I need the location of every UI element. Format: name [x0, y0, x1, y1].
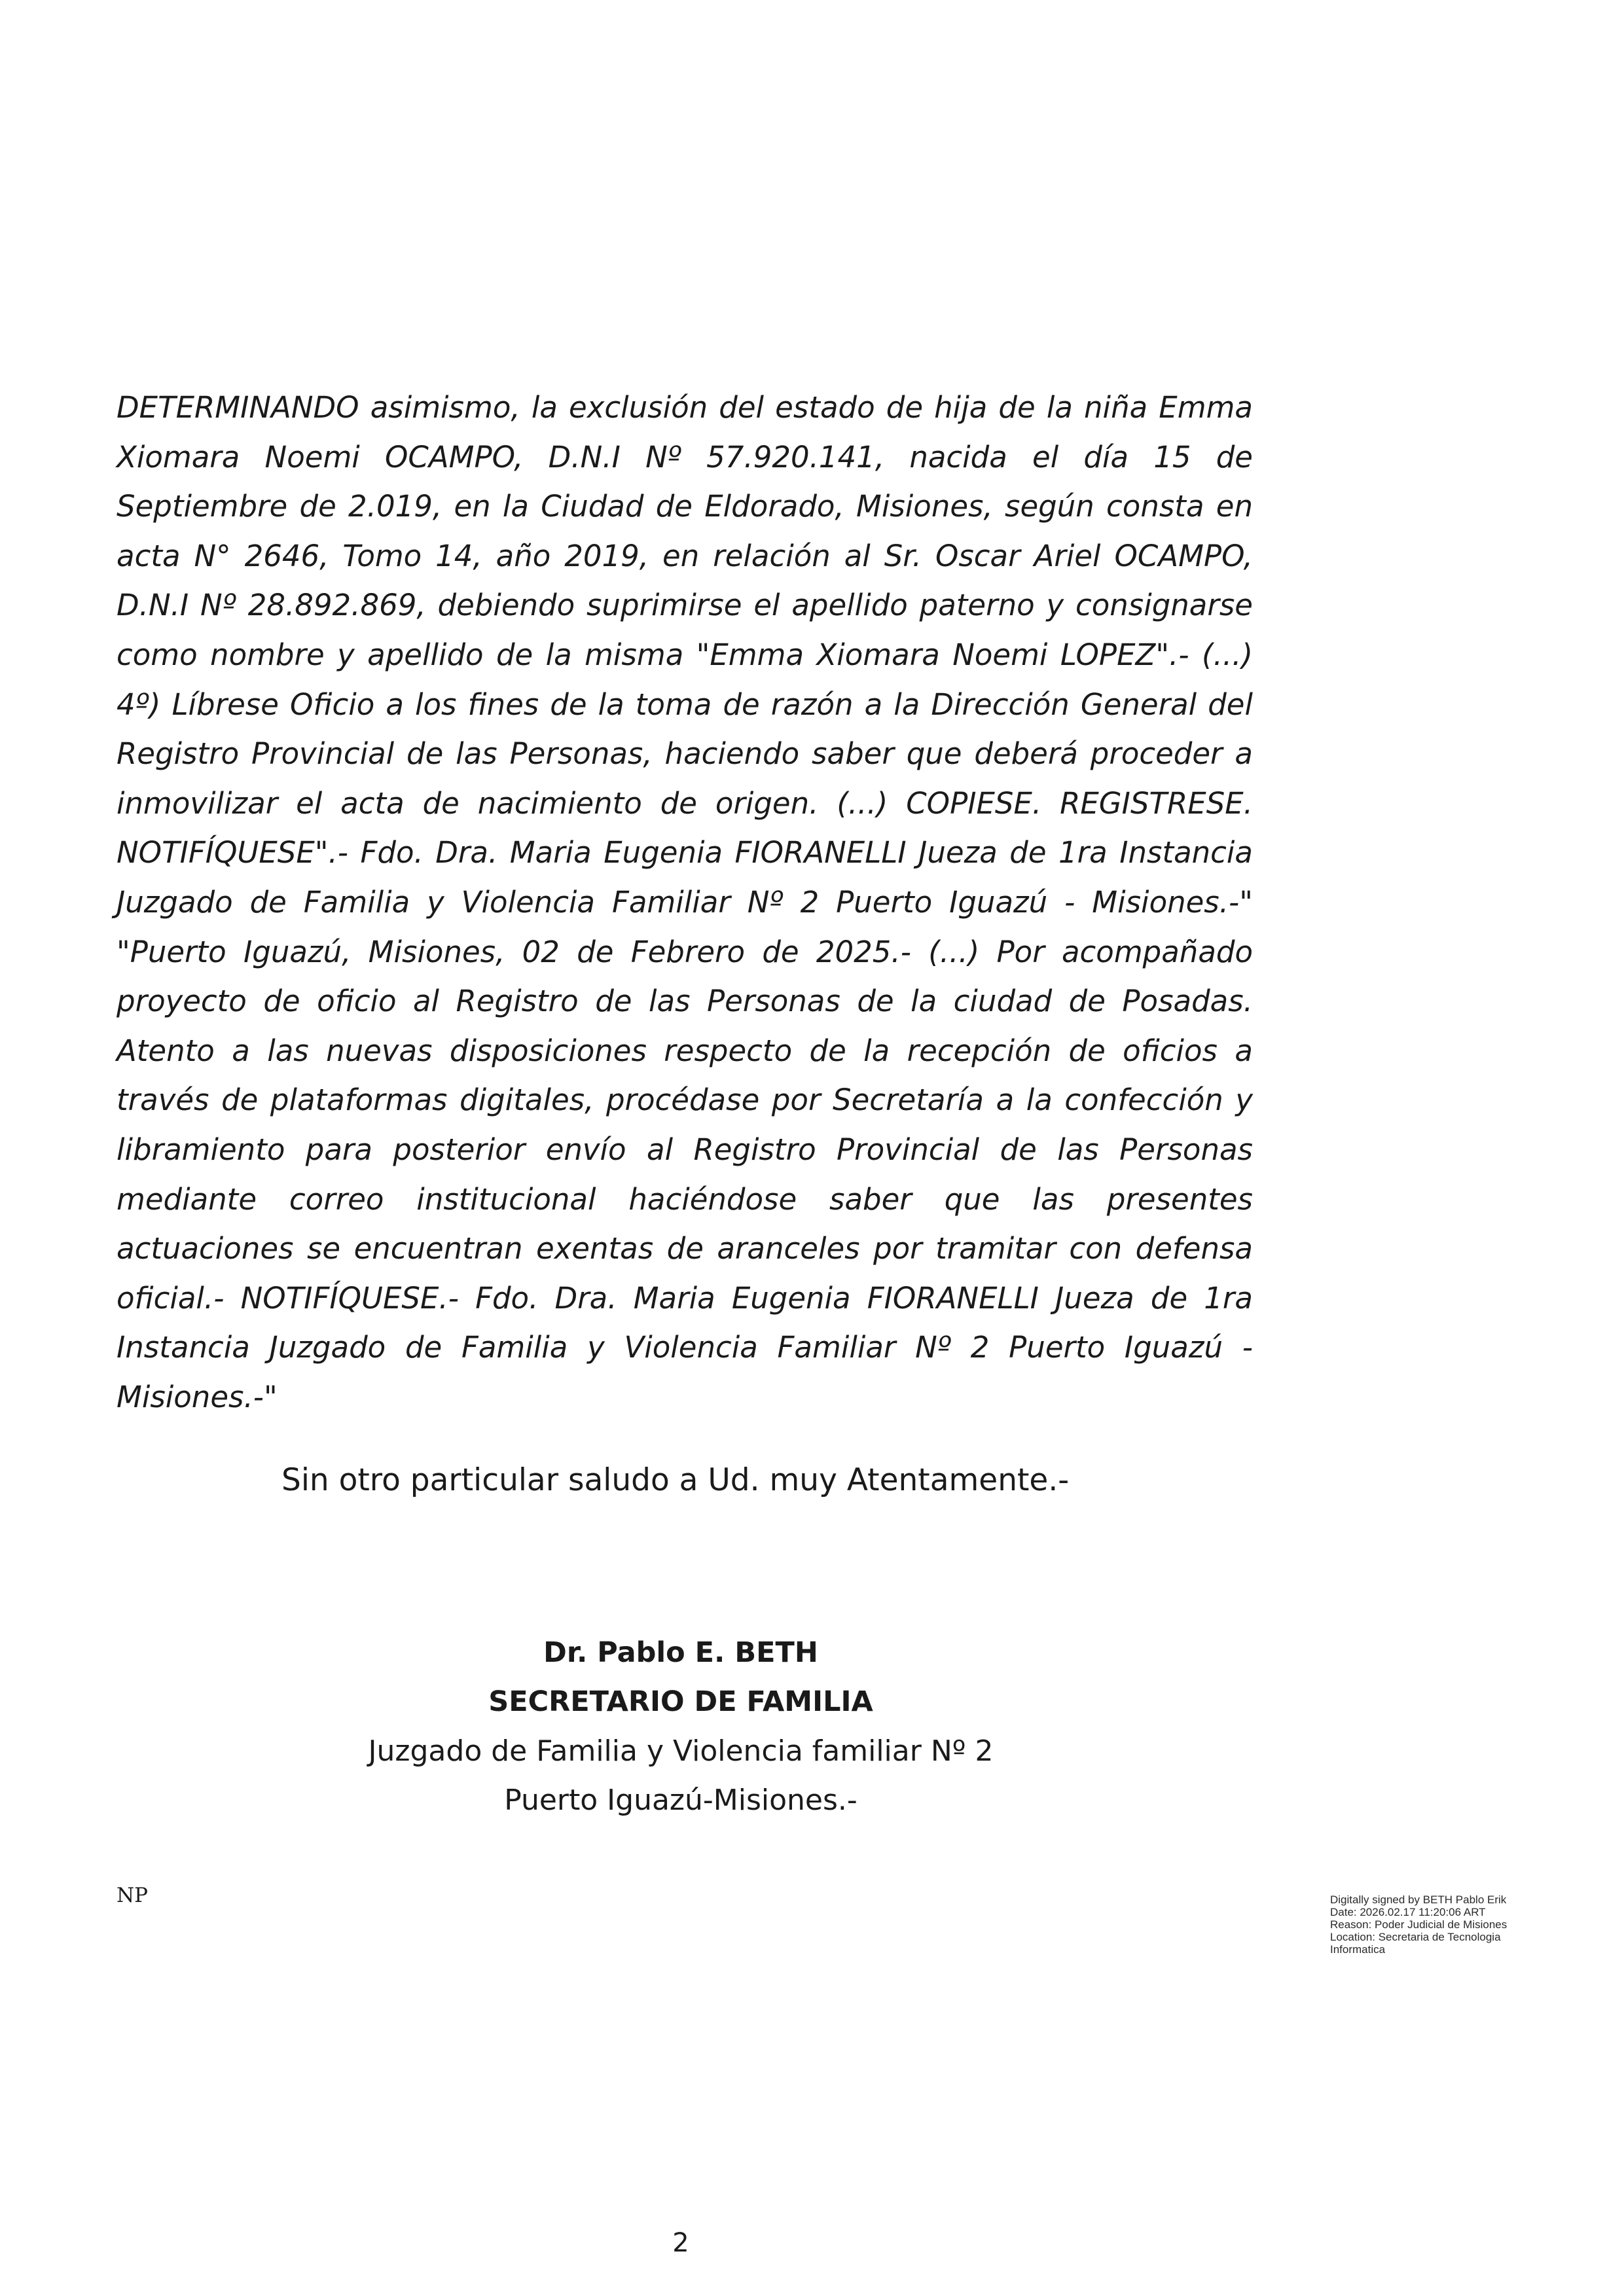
signer-name: Dr. Pablo E. BETH: [543, 1636, 818, 1669]
signer-location: Puerto Iguazú-Misiones.-: [504, 1784, 857, 1817]
digital-signature-date: Date: 2026.02.17 11:20:06 ART: [1330, 1906, 1486, 1918]
signature-block: [353, 1628, 1008, 1825]
digital-signature-signer: Digitally signed by BETH Pablo Erik: [1330, 1893, 1507, 1906]
page-number: 2: [672, 2228, 689, 2258]
signer-office: Juzgado de Familia y Violencia familiar Nº 2: [368, 1734, 994, 1768]
signer-title: SECRETARIO DE FAMILIA: [488, 1685, 873, 1718]
digital-signature-reason: Reason: Poder Judicial de Misiones: [1330, 1918, 1507, 1931]
digital-signature-stamp: [1330, 1893, 1566, 1956]
digital-signature-location-cont: Informatica: [1330, 1943, 1386, 1956]
digital-signature-location: Location: Secretaria de Tecnologia: [1330, 1931, 1501, 1943]
body-paragraph: DETERMINANDO asimismo, la exclusión del estado de hija de la niña Emma Xiomara Noemi OCAMPO, D.N.I Nº 57.920.141, nacida el día 15 de Septiembre de 2.019, en la Ciudad de Eldorado, Misiones, según consta en acta N° 2646, Tomo 14, año 2019, en relación al Sr. Oscar Ariel OCAMPO, D.N.I Nº 28.892.869, debiendo suprimirse el apellido paterno y consignarse como nombre y apellido de la misma "Emma Xiomara Noemi LOPEZ".- (...) 4º) Líbrese Oficio a los fines de la toma de razón a la Dirección General del Registro Provincial de las Personas, haciendo saber que deberá proceder a inmovilizar el acta de nacimiento de origen. (...) COPIESE. REGISTRESE. NOTIFÍQUESE".- Fdo. Dra. Maria Eugenia FIORANELLI Jueza de 1ra Instancia Juzgado de Familia y Violencia Familiar Nº 2 Puerto Iguazú - Misiones.-" "Puerto Iguazú, Misiones, 02 de Febrero de 2025.- (...) Por acompañado proyecto de oficio al Registro de las Personas de la ciudad de Posadas. Atento a las nuevas disposiciones respecto de la recepción de oficios a través de plataformas digitales, procédase por Secretaría a la confección y libramiento para posterior envío al Registro Provincial de las Personas mediante correo institucional haciéndose saber que las presentes actuaciones se encuentran exentas de aranceles por tramitar con defensa oficial.- NOTIFÍQUESE.- Fdo. Dra. Maria Eugenia FIORANELLI Jueza de 1ra Instancia Juzgado de Familia y Violencia Familiar Nº 2 Puerto Iguazú - Misiones.-": [117, 390, 1253, 1414]
typist-initials: NP: [117, 1884, 148, 1907]
closing-line: Sin otro particular saludo a Ud. muy Atentamente.-: [281, 1462, 1070, 1498]
